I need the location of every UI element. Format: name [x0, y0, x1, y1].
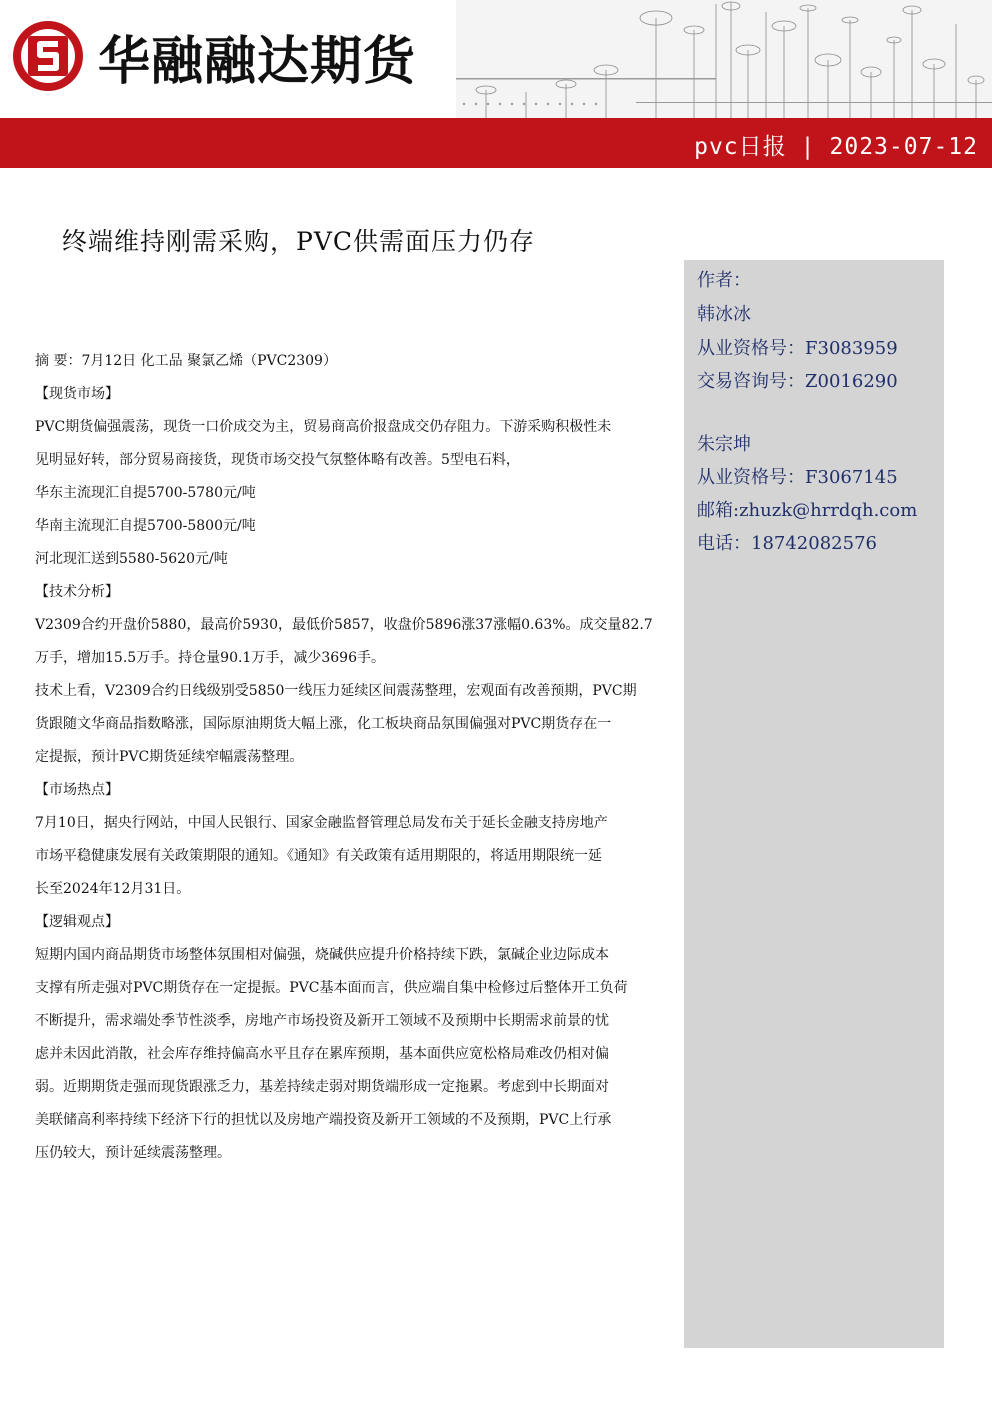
report-date: 2023-07-12 [829, 134, 978, 160]
author-phone: 电话：18742082576 [697, 533, 877, 554]
report-type: pvc日报 [694, 134, 787, 160]
paragraph-line: 华东主流现汇自提5700-5780元/吨 [35, 485, 256, 501]
paragraph-line: 华南主流现汇自提5700-5800元/吨 [35, 518, 256, 534]
paragraph-line: 定提振，预计PVC期货延续窄幅震荡整理。 [35, 749, 304, 765]
section-heading-hotspot: 【市场热点】 [35, 782, 119, 798]
section-heading-technical: 【技术分析】 [35, 584, 119, 600]
paragraph-line: 7月10日，据央行网站，中国人民银行、国家金融监督管理总局发布关于延长金融支持房地产 [35, 815, 608, 831]
paragraph-line: 市场平稳健康发展有关政策期限的通知。《通知》有关政策有适用期限的，将适用期限统一延 [35, 848, 602, 864]
page-header [0, 0, 992, 170]
paragraph-line: 短期内国内商品期货市场整体氛围相对偏强，烧碱供应提升价格持续下跌，氯碱企业边际成本 [35, 947, 609, 963]
paragraph-line: 技术上看，V2309合约日线级别受5850一线压力延续区间震荡整理，宏观面有改善预期，PVC期 [35, 683, 637, 699]
paragraph-line: 美联储高利率持续下经济下行的担忧以及房地产端投资及新开工领域的不及预期，PVC上行承 [35, 1112, 612, 1128]
summary-line: 摘 要：7月12日 化工品 聚氯乙烯（PVC2309） [35, 353, 337, 369]
paragraph-line: 见明显好转，部分贸易商接货，现货市场交投气氛整体略有改善。5型电石料， [35, 452, 520, 468]
brand-name: 华融融达期货 [98, 31, 417, 92]
section-heading-spot: 【现货市场】 [35, 386, 119, 402]
author-name: 朱宗坤 [697, 434, 751, 455]
paragraph-line: V2309合约开盘价5880，最高价5930，最低价5857，收盘价5896涨37涨幅0.63%。成交量82.7 [35, 617, 653, 633]
paragraph-line: 不断提升，需求端处季节性淡季，房地产市场投资及新开工领域不及预期中长期需求前景的忧 [35, 1013, 609, 1029]
author-sidebar [684, 260, 944, 1348]
page-title: 终端维持刚需采购，PVC供需面压力仍存 [62, 227, 536, 256]
author-heading: 作者： [697, 270, 751, 291]
header-decoration [456, 0, 992, 118]
brand-logo [10, 18, 416, 94]
section-heading-logic: 【逻辑观点】 [35, 914, 119, 930]
author-name: 韩冰冰 [697, 304, 751, 325]
logo-emblem-icon [10, 18, 86, 94]
author-license: 从业资格号：F3083959 [697, 338, 898, 359]
author-consult-license: 交易咨询号：Z0016290 [697, 371, 898, 392]
author-license: 从业资格号：F3067145 [697, 467, 898, 488]
paragraph-line: 万手，增加15.5万手。持仓量90.1万手，减少3696手。 [35, 650, 385, 666]
paragraph-line: 压仍较大，预计延续震荡整理。 [35, 1145, 231, 1161]
paragraph-line: 弱。近期期货走强而现货跟涨乏力，基差持续走弱对期货端形成一定拖累。考虑到中长期面对 [35, 1079, 609, 1095]
paragraph-line: 货跟随文华商品指数略涨，国际原油期货大幅上涨，化工板块商品氛围偏强对PVC期货存在一 [35, 716, 612, 732]
paragraph-line: 虑并未因此消散，社会库存维持偏高水平且存在累库预期，基本面供应宽松格局难改仍相对偏 [35, 1046, 609, 1062]
paragraph-line: 长至2024年12月31日。 [35, 881, 191, 897]
author-email: 邮箱:zhuzk@hrrdqh.com [697, 500, 918, 521]
paragraph-line: 支撑有所走强对PVC期货存在一定提振。PVC基本面而言，供应端自集中检修过后整体开工负荷 [35, 980, 628, 996]
report-body [35, 345, 675, 1170]
paragraph-line: PVC期货偏强震荡，现货一口价成交为主，贸易商高价报盘成交仍存阻力。下游采购积极性未 [35, 419, 612, 435]
paragraph-line: 河北现汇送到5580-5620元/吨 [35, 551, 228, 567]
label-separator: | [800, 134, 816, 160]
report-label [694, 128, 978, 161]
